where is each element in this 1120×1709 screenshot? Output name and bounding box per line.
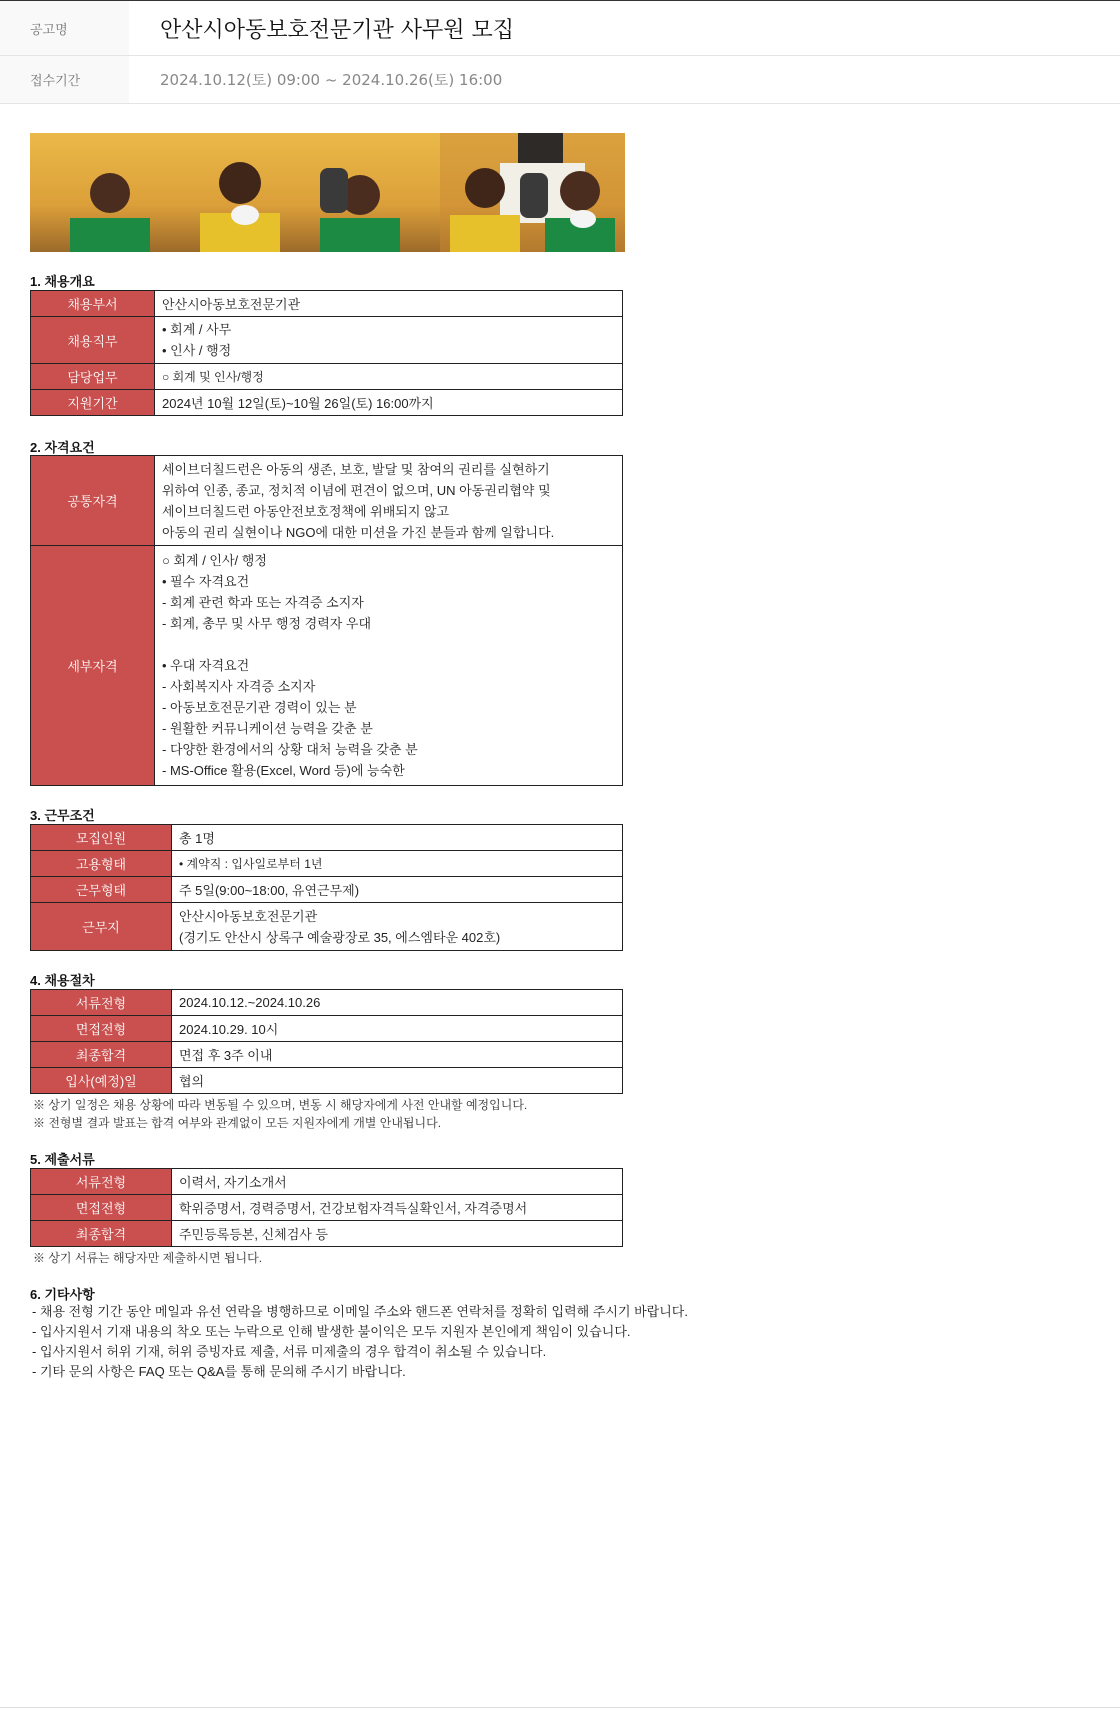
row-key: 지원기간 (31, 390, 155, 416)
row-key: 면접전형 (31, 1016, 172, 1042)
table-row (31, 903, 623, 951)
row-key: 최종합격 (31, 1221, 172, 1247)
row-key: 서류전형 (31, 990, 172, 1016)
application-period: 2024.10.12(토) 09:00 ~ 2024.10.26(토) 16:00 (160, 71, 503, 89)
row-key: 입사(예정)일 (31, 1068, 172, 1094)
value-line: • 인사 / 행정 (162, 343, 232, 358)
banner-image (30, 133, 625, 252)
list-item: - 기타 문의 사항은 FAQ 또는 Q&A를 통해 문의해 주시기 바랍니다. (32, 1364, 406, 1379)
table-row (31, 1016, 623, 1042)
children-photo-icon (30, 133, 625, 252)
overview-table (30, 290, 623, 416)
blank-line (162, 634, 615, 655)
table-row (31, 877, 623, 903)
value-line: - 원활한 커뮤니케이션 능력을 갖춘 분 (162, 721, 373, 736)
section-title-qualifications: 2. 자격요건 (30, 440, 95, 455)
value-line: 안산시아동보호전문기관 (179, 908, 318, 924)
list-item: - 입사지원서 기재 내용의 착오 또는 누락으로 인해 발생한 불이익은 모두 지원자 본인에게 책임이 있습니다. (32, 1324, 631, 1339)
period-row (0, 56, 1120, 104)
row-key: 최종합격 (31, 1042, 172, 1068)
table-row (31, 1042, 623, 1068)
qualifications-table (30, 455, 623, 786)
table-row (31, 317, 623, 364)
row-key: 채용부서 (31, 291, 155, 317)
table-row (31, 456, 623, 546)
section-title-conditions: 3. 근무조건 (30, 808, 95, 823)
conditions-table (30, 824, 623, 951)
row-key: 채용직무 (31, 317, 155, 364)
title-label: 공고명 (0, 1, 129, 55)
row-key: 면접전형 (31, 1195, 172, 1221)
row-value: 총 1명 (172, 825, 623, 851)
row-value (155, 456, 623, 546)
row-value (155, 546, 623, 786)
row-value: 2024.10.29. 10시 (172, 1016, 623, 1042)
process-note: ※ 전형별 결과 발표는 합격 여부와 관계없이 모든 지원자에게 개별 안내됩니다. (33, 1116, 442, 1130)
value-line: ○ 회계 / 인사/ 행정 (162, 553, 267, 568)
row-key: 담당업무 (31, 364, 155, 390)
value-line: - MS-Office 활용(Excel, Word 등)에 능숙한 (162, 763, 405, 778)
row-key: 고용형태 (31, 851, 172, 877)
row-key: 공통자격 (31, 456, 155, 546)
row-value: • 계약직 : 입사일로부터 1년 (172, 851, 623, 877)
row-key: 서류전형 (31, 1169, 172, 1195)
row-value: 주 5일(9:00~18:00, 유연근무제) (172, 877, 623, 903)
row-value: 주민등록등본, 신체검사 등 (172, 1221, 623, 1247)
value-line: • 필수 자격요건 (162, 574, 250, 589)
row-value: 2024년 10월 12일(토)~10월 26일(토) 16:00까지 (155, 390, 623, 416)
row-key: 근무지 (31, 903, 172, 951)
value-line: 위하여 인종, 종교, 정치적 이념에 편견이 없으며, UN 아동권리협약 및 (162, 482, 551, 498)
row-value (172, 903, 623, 951)
table-row (31, 364, 623, 390)
value-line: • 우대 자격요건 (162, 658, 250, 673)
row-value: 안산시아동보호전문기관 (155, 291, 623, 317)
table-row (31, 825, 623, 851)
value-line: 세이브더칠드런은 아동의 생존, 보호, 발달 및 참여의 권리를 실현하기 (162, 461, 550, 477)
row-key: 근무형태 (31, 877, 172, 903)
table-row (31, 1169, 623, 1195)
page-title: 안산시아동보호전문기관 사무원 모집 (160, 17, 515, 43)
table-row (31, 1221, 623, 1247)
value-line: • 회계 / 사무 (162, 322, 232, 337)
process-note: ※ 상기 일정은 채용 상황에 따라 변동될 수 있으며, 변동 시 해당자에게 사전 안내할 예정입니다. (33, 1098, 528, 1112)
row-value: 협의 (172, 1068, 623, 1094)
table-row (31, 546, 623, 786)
list-item: - 채용 전형 기간 동안 메일과 유선 연락을 병행하므로 이메일 주소와 핸드폰 연락처를 정확히 입력해 주시기 바랍니다. (32, 1304, 688, 1319)
row-key: 세부자격 (31, 546, 155, 786)
table-row (31, 1195, 623, 1221)
misc-list (32, 1302, 688, 1382)
value-line: - 사회복지사 자격증 소지자 (162, 679, 316, 694)
title-row (0, 1, 1120, 56)
value-line: - 다양한 환경에서의 상황 대처 능력을 갖춘 분 (162, 742, 418, 757)
section-title-process: 4. 채용절차 (30, 973, 95, 988)
section-title-documents: 5. 제출서류 (30, 1152, 95, 1167)
value-line: 세이브더칠드런 아동안전보호정책에 위배되지 않고 (162, 503, 450, 519)
row-value: 이력서, 자기소개서 (172, 1169, 623, 1195)
section-title-overview: 1. 채용개요 (30, 274, 95, 289)
documents-table (30, 1168, 623, 1247)
row-value (155, 317, 623, 364)
value-line: - 회계 관련 학과 또는 자격증 소지자 (162, 595, 364, 610)
table-row (31, 851, 623, 877)
value-line: (경기도 안산시 상록구 예술광장로 35, 에스엠타운 402호) (179, 929, 501, 945)
bottom-border (0, 1707, 1120, 1708)
table-row (31, 990, 623, 1016)
row-key: 모집인원 (31, 825, 172, 851)
value-line: 아동의 권리 실현이나 NGO에 대한 미션을 가진 분들과 함께 일합니다. (162, 524, 555, 540)
row-value: 학위증명서, 경력증명서, 건강보험자격득실확인서, 자격증명서 (172, 1195, 623, 1221)
value-line: - 회계, 총무 및 사무 행정 경력자 우대 (162, 616, 372, 631)
row-value: 면접 후 3주 이내 (172, 1042, 623, 1068)
row-value: 2024.10.12.~2024.10.26 (172, 990, 623, 1016)
section-title-misc: 6. 기타사항 (30, 1287, 95, 1302)
process-table (30, 989, 623, 1094)
period-label: 접수기간 (0, 56, 129, 103)
list-item: - 입사지원서 허위 기재, 허위 증빙자료 제출, 서류 미제출의 경우 합격이 취소될 수 있습니다. (32, 1344, 547, 1359)
value-line: - 아동보호전문기관 경력이 있는 분 (162, 700, 357, 715)
table-row (31, 390, 623, 416)
table-row (31, 1068, 623, 1094)
row-value: ○ 회계 및 인사/행정 (155, 364, 623, 390)
documents-note: ※ 상기 서류는 해당자만 제출하시면 됩니다. (33, 1251, 263, 1265)
table-row (31, 291, 623, 317)
